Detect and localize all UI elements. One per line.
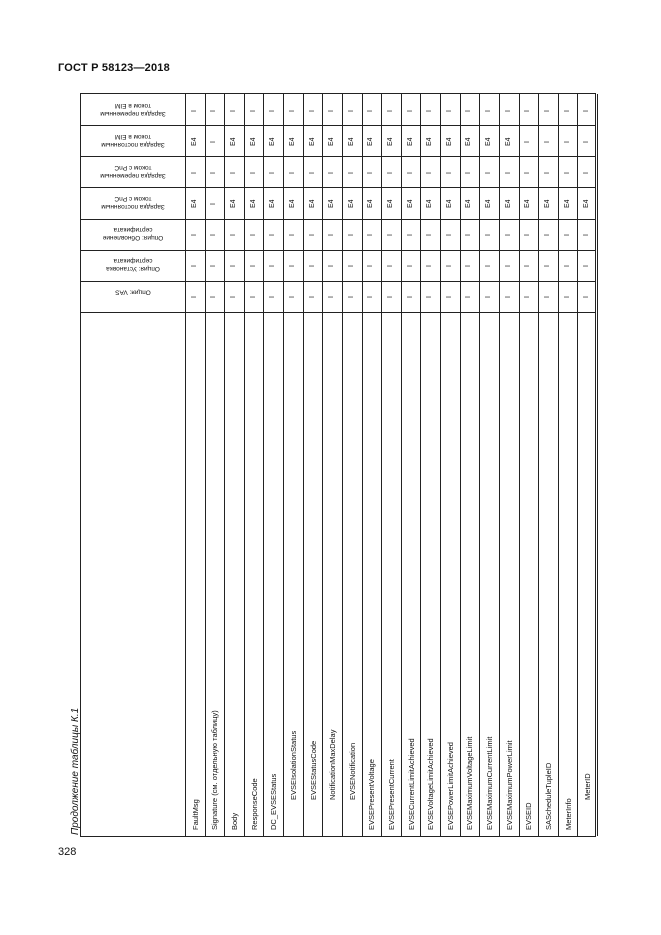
table-cell: I [445,234,453,237]
row-name: ResponseCode [249,778,259,830]
row-separator [205,94,206,836]
row-separator [244,94,245,836]
table-cell: I [406,265,414,268]
table-cell: E4 [328,137,336,146]
table-cell: I [583,140,591,143]
row-separator [303,94,304,836]
table-cell: I [190,234,198,237]
table-cell: I [328,296,336,299]
table-cell: I [269,296,277,299]
table-cell: I [524,140,532,143]
table-cell: I [210,203,218,205]
row-separator [499,94,500,836]
row-separator [401,94,402,836]
table-cell: E4 [387,137,394,146]
table-cell: I [288,171,296,174]
table-cell: I [465,296,473,299]
table-cell: I [406,109,414,112]
table-cell: I [543,140,551,143]
row-name: EVSEMaximumVoltageLimit [465,736,475,830]
row-separator [420,94,421,836]
row-separator [577,94,578,836]
table-cell: I [367,234,375,237]
table-cell: I [387,109,394,112]
table-cell: I [210,109,218,112]
table-cell: E4 [249,199,257,208]
table-cell: I [249,171,257,174]
row-separator [381,94,382,836]
column-separator [81,125,595,126]
table-cell: E4 [190,199,198,208]
row-separator [362,94,363,836]
table-cell: I [288,265,296,268]
row-name: NotificationMaxDelay [328,729,338,800]
row-separator [597,94,598,836]
table-cell: I [288,296,296,299]
table-cell: I [524,265,532,268]
column-separator [81,156,595,157]
table-cell: E4 [308,137,316,146]
column-separator [81,187,595,188]
table-cell: I [288,234,296,237]
table-cell: E4 [308,199,316,208]
row-name: EVSEVoltageLimitAchieved [426,738,436,830]
table-cell: I [367,109,375,112]
table-cell: I [445,265,453,268]
table-cell: I [563,171,571,174]
row-name: EVSEMaximumPowerLimit [504,740,514,830]
table-cell: I [367,296,375,299]
table-cell: I [504,296,512,299]
column-separator [81,312,595,313]
table-cell: E4 [387,199,394,208]
table-cell: I [210,296,218,299]
table-cell: E4 [524,199,532,208]
table-cell: E4 [485,199,493,208]
row-name: EVSEMaximumCurrentLimit [485,736,495,830]
table-cell: I [465,171,473,174]
column-header: Зарядка переменным током с PnC [100,164,166,179]
table-cell: I [445,296,453,299]
table-cell: I [249,265,257,268]
table-continuation-note: Продолжение таблицы К.1 [70,707,81,835]
table-cell: I [249,109,257,112]
table-cell: I [543,296,551,299]
table-cell: I [583,234,591,237]
table-cell: I [583,171,591,174]
table-cell: I [347,234,355,237]
table-cell: I [387,234,394,237]
table-cell: I [426,109,434,112]
table-cell: I [387,296,394,299]
table-cell: I [563,140,571,143]
row-separator [538,94,539,836]
table-cell: I [543,109,551,112]
table-cell: E4 [406,199,414,208]
table-cell: I [543,171,551,174]
table-cell: I [445,171,453,174]
table-cell: I [210,171,218,174]
table-cell: I [308,171,316,174]
table-cell: E4 [288,199,296,208]
table-cell: I [308,296,316,299]
row-separator [479,94,480,836]
table-cell: I [583,265,591,268]
table-cell: I [426,265,434,268]
table-cell: I [230,171,238,174]
table-cell: I [210,140,218,143]
row-separator [283,94,284,836]
table-cell: E4 [190,137,198,146]
table-cell: I [249,234,257,237]
table-cell: I [347,109,355,112]
table-cell: I [269,171,277,174]
table-cell: I [190,296,198,299]
row-separator [342,94,343,836]
table-cell: I [347,171,355,174]
table-cell: E4 [465,199,473,208]
table-cell: I [583,296,591,299]
table-cell: E4 [445,199,453,208]
row-name: EVSEStatusCode [308,740,318,800]
table-cell: E4 [347,137,355,146]
table-cell: I [485,296,493,299]
table-cell: I [426,171,434,174]
table-cell: I [308,234,316,237]
table-cell: I [504,109,512,112]
table-cell: I [210,265,218,268]
table-cell: I [347,265,355,268]
table-cell: I [426,296,434,299]
table-cell: I [504,265,512,268]
table-cell: E4 [288,137,296,146]
row-name: EVSECurrentLimitAchieved [406,738,416,830]
table-cell: I [485,265,493,268]
table-cell: E4 [563,199,571,208]
table-cell: I [543,265,551,268]
row-separator [440,94,441,836]
table-cell: I [367,171,375,174]
table-cell: I [210,234,218,237]
table-cell: I [445,109,453,112]
page-number: 328 [58,846,77,858]
table-cell: I [426,234,434,237]
row-name: EVSEIsolationStatus [288,730,298,800]
table-cell: E4 [504,199,512,208]
table-cell: E4 [583,199,591,208]
table-cell: E4 [543,199,551,208]
table-cell: E4 [230,199,238,208]
table-cell: I [190,171,198,174]
table-cell: I [465,265,473,268]
table-cell: I [269,234,277,237]
column-header: Опция: Установка сертификата [106,257,160,273]
row-separator [185,94,186,836]
table-cell: I [524,171,532,174]
table-cell: I [269,109,277,112]
table-cell: I [249,296,257,299]
table-cell: I [504,234,512,237]
table-cell: E4 [230,137,238,146]
table-cell: E4 [269,137,277,146]
table-cell: I [230,265,238,268]
requirements-table [80,93,596,837]
row-name: Signature (см. отдельную таблицу) [210,710,220,830]
row-separator [322,94,323,836]
table-cell: I [563,265,571,268]
column-header: Зарядка постоянным током с PnC [101,195,165,210]
table-cell: I [563,109,571,112]
column-header: Опция: VAS [115,288,151,296]
table-cell: E4 [347,199,355,208]
table-cell: I [485,109,493,112]
column-header: Зарядка переменным током в EIM [100,102,166,117]
table-cell: I [465,234,473,237]
row-separator [224,94,225,836]
row-separator [558,94,559,836]
table-cell: E4 [367,199,375,208]
table-cell: I [230,234,238,237]
table-cell: I [328,234,336,237]
table-cell: E4 [426,137,434,146]
row-name: EVSENotification [347,742,357,800]
row-separator [519,94,520,836]
row-name: Body [230,812,240,830]
table-cell: I [288,109,296,112]
table-cell: I [406,171,414,174]
table-cell: I [563,234,571,237]
table-cell: I [367,265,375,268]
column-header: Зарядка постоянным током в EIM [101,133,165,148]
table-cell: E4 [328,199,336,208]
table-cell: I [387,171,394,174]
row-name: MeterInfo [563,798,573,830]
table-cell: I [524,234,532,237]
column-separator [81,281,595,282]
row-name: SAScheduleTupleID [543,762,553,830]
row-separator [263,94,264,836]
table-cell: I [328,265,336,268]
table-cell: I [524,109,532,112]
table-cell: I [485,234,493,237]
table-cell: I [387,265,394,268]
row-name: EVSEPresentCurrent [387,759,396,830]
table-cell: I [230,109,238,112]
table-cell: I [504,171,512,174]
column-separator [81,250,595,251]
table-cell: E4 [269,199,277,208]
table-cell: E4 [426,199,434,208]
table-cell: I [406,296,414,299]
table-cell: I [524,296,532,299]
row-name: EVSEPowerLimitAchieved [445,742,455,830]
table-cell: E4 [504,137,512,146]
table-cell: I [543,234,551,237]
column-header: Опция: Обновление сертификата [102,226,164,242]
table-cell: I [583,109,591,112]
table-cell: I [406,234,414,237]
table-cell: E4 [406,137,414,146]
row-name: EVSEPresentVoltage [367,759,377,830]
table-cell: E4 [465,137,473,146]
table-cell: E4 [445,137,453,146]
table-cell: I [328,171,336,174]
table-cell: I [190,109,198,112]
row-name: DC_EVSEStatus [269,773,279,830]
table-cell: I [328,109,336,112]
table-cell: I [308,109,316,112]
table-cell: I [230,296,238,299]
table-cell: I [465,109,473,112]
table-cell: E4 [485,137,493,146]
table-cell: E4 [367,137,375,146]
table-cell: E4 [249,137,257,146]
row-name: MeterID [583,773,593,800]
table-cell: I [347,296,355,299]
row-name: EVSEID [524,802,534,830]
row-name: FaultMsg [190,799,200,830]
column-separator [81,219,595,220]
table-cell: I [190,265,198,268]
row-separator [460,94,461,836]
table-cell: I [269,265,277,268]
document-header: ГОСТ Р 58123—2018 [58,62,170,74]
table-cell: I [563,296,571,299]
table-cell: I [308,265,316,268]
table-cell: I [485,171,493,174]
